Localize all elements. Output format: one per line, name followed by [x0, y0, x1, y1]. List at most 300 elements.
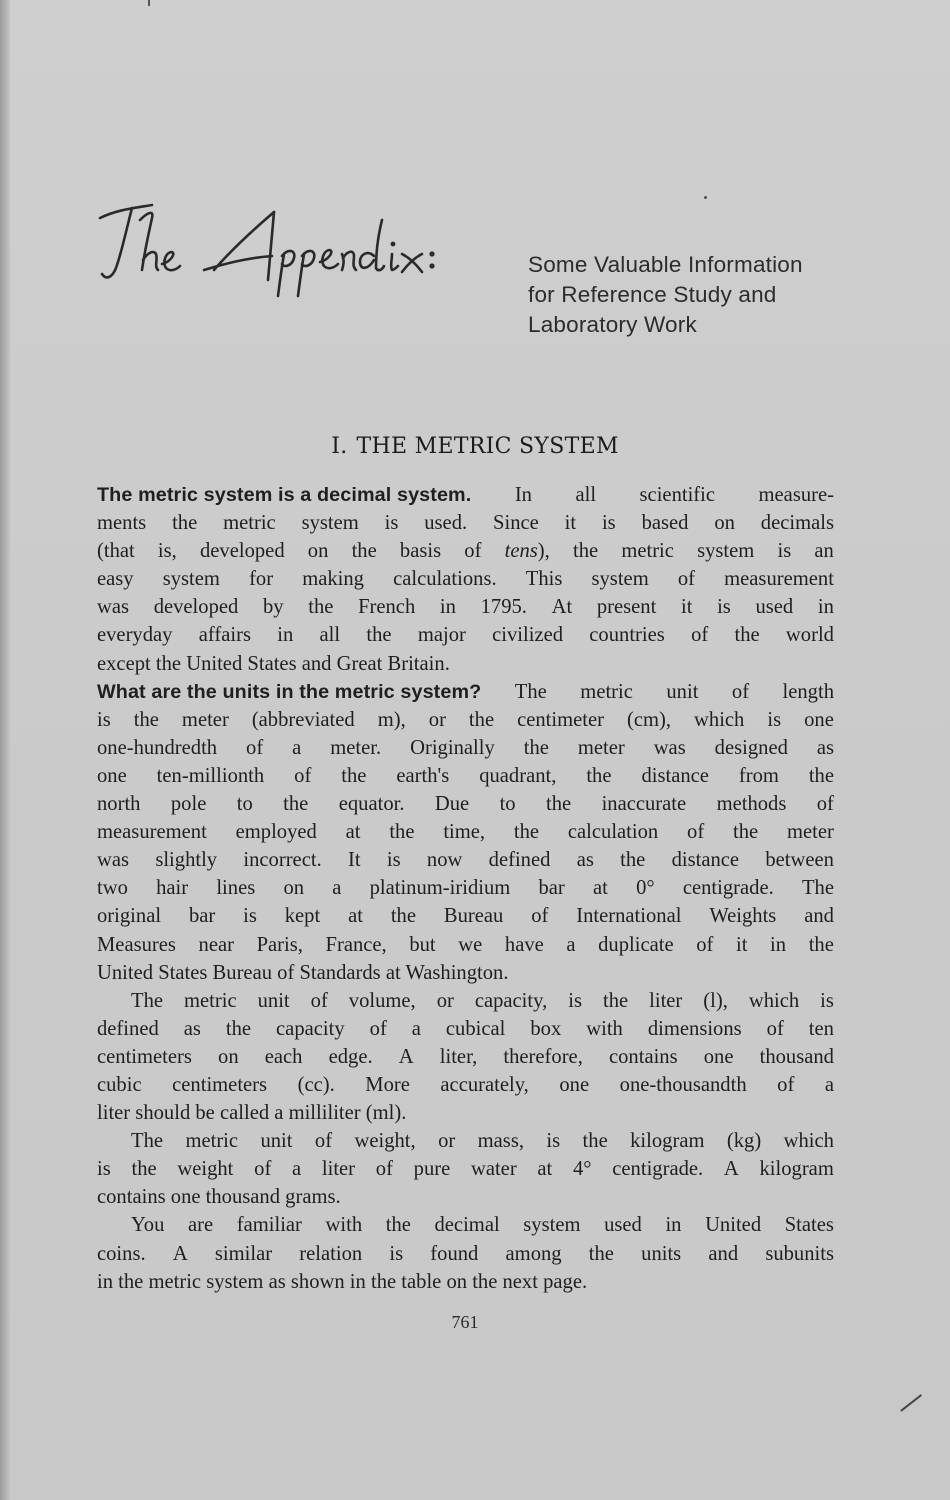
word: as — [183, 1017, 201, 1040]
word: the — [283, 793, 309, 816]
word: 0° — [636, 877, 655, 900]
word: metric — [621, 540, 674, 563]
word: pure — [413, 1158, 451, 1181]
section-heading — [0, 434, 950, 459]
word: to — [236, 793, 253, 816]
word: the — [308, 596, 334, 619]
word: the — [620, 849, 646, 872]
word: on — [283, 877, 305, 900]
word: coins. — [97, 1242, 146, 1265]
word: major — [417, 624, 466, 647]
p4-line-1 — [97, 1127, 834, 1155]
p2-line-6 — [97, 818, 834, 846]
word: designed — [714, 736, 788, 759]
word: developed — [199, 540, 285, 563]
p1-line-7 — [97, 650, 834, 678]
p3-line-4 — [97, 1071, 834, 1099]
p2-line-9 — [97, 902, 834, 930]
word: platinum-iridium — [369, 877, 511, 900]
word: of — [531, 905, 549, 928]
word: Weights — [709, 905, 777, 928]
word: hair — [156, 877, 189, 900]
word: decimal — [434, 1214, 500, 1237]
word: each — [264, 1045, 303, 1068]
word: the — [588, 1242, 614, 1265]
p1-line-5 — [97, 593, 834, 621]
word: in — [770, 933, 787, 956]
pencil-mark — [900, 1394, 921, 1411]
word: the — [366, 624, 392, 647]
word: affairs — [198, 624, 251, 647]
word: of — [766, 1017, 784, 1040]
word: and — [804, 905, 834, 928]
word: is — [384, 512, 399, 535]
word: two — [97, 877, 128, 900]
word: It — [348, 849, 361, 872]
word: unit — [260, 1130, 293, 1153]
paragraph-lead-in: The metric system is a decimal system. — [97, 484, 472, 506]
word: have — [504, 933, 544, 956]
word: Measures — [97, 933, 176, 956]
word: capacity, — [474, 989, 548, 1012]
word: The — [514, 680, 547, 703]
word: France, — [325, 933, 387, 956]
word: are — [188, 1214, 214, 1237]
p2-line-7 — [97, 846, 834, 874]
word: which — [783, 1130, 834, 1153]
word: a — [292, 1158, 302, 1181]
word: In — [514, 484, 532, 506]
p2-line-2 — [97, 706, 834, 734]
word: thousand — [759, 1045, 834, 1068]
word: the — [734, 624, 760, 647]
word: the — [225, 1017, 252, 1040]
p5-line-2 — [97, 1240, 834, 1268]
word: of — [375, 1158, 393, 1181]
word: of — [369, 1017, 387, 1040]
word: meter — [181, 708, 229, 731]
word: centigrade. — [612, 1158, 704, 1181]
word: system — [697, 540, 755, 563]
word: the — [351, 540, 377, 563]
word: the — [389, 821, 415, 844]
word: box — [530, 1017, 562, 1040]
word: the — [602, 989, 629, 1012]
p3-line-3 — [97, 1043, 834, 1071]
word: United — [705, 1214, 762, 1237]
word: is — [386, 849, 401, 872]
word: of — [777, 1073, 795, 1096]
section-title: THE METRIC SYSTEM — [356, 434, 619, 459]
p1-line-6 — [97, 621, 834, 649]
body-text — [97, 481, 834, 1296]
word: at — [348, 905, 363, 928]
p2-line-8 — [97, 874, 834, 902]
word: as — [576, 849, 594, 872]
word: of — [731, 680, 750, 703]
word: (that — [97, 540, 135, 563]
word: easy — [97, 568, 134, 591]
word: north — [97, 793, 141, 816]
word: basis — [399, 540, 442, 563]
word: familiar — [236, 1214, 302, 1237]
word: metric — [223, 512, 276, 535]
p4-line-3-text: contains one thousand grams. — [97, 1186, 341, 1209]
italic-word: tens — [504, 540, 538, 563]
word: Originally — [410, 736, 495, 759]
word: is — [717, 596, 731, 619]
word: capacity — [276, 1017, 345, 1040]
word: At — [551, 596, 573, 619]
word: one-thousandth — [619, 1073, 747, 1096]
word: length — [782, 680, 834, 703]
word: is — [389, 1242, 404, 1265]
word: 1795. — [480, 596, 527, 619]
word: the — [733, 821, 759, 844]
word: in — [439, 596, 456, 619]
word: on — [307, 540, 329, 563]
word: A — [172, 1242, 188, 1265]
word: unit — [666, 680, 699, 703]
word: countries — [589, 624, 665, 647]
subtitle-line-1: Some Valuable Information — [528, 252, 803, 277]
word: as — [816, 736, 834, 759]
word: meter — [786, 821, 834, 844]
word: liter — [321, 1158, 356, 1181]
word: it — [680, 596, 693, 619]
appendix-script-title — [96, 196, 526, 306]
word: meter — [577, 736, 625, 759]
word: International — [576, 905, 682, 928]
word: More — [365, 1073, 410, 1096]
word: we — [458, 933, 483, 956]
word: bar — [188, 905, 216, 928]
word: of — [677, 568, 695, 591]
word: measurement — [97, 821, 207, 844]
p5-line-3 — [97, 1268, 834, 1296]
word: inaccurate — [601, 793, 687, 816]
word: or — [436, 989, 454, 1012]
word: a — [566, 933, 576, 956]
word: all — [575, 484, 597, 506]
word: of — [691, 624, 709, 647]
word: kilogram — [630, 1130, 705, 1153]
word: all — [319, 624, 341, 647]
word: of — [464, 540, 482, 563]
word: developed — [153, 596, 239, 619]
word: civilized — [492, 624, 564, 647]
word: the — [546, 793, 572, 816]
p1-line-4 — [97, 565, 834, 593]
print-speck — [148, 0, 150, 6]
word: French — [358, 596, 416, 619]
print-speck — [704, 196, 707, 199]
word: is — [820, 989, 834, 1012]
word: equator. — [338, 793, 405, 816]
word: the — [172, 512, 198, 535]
word: time, — [443, 821, 486, 844]
word: on — [714, 512, 735, 535]
word: calculation — [567, 821, 659, 844]
word: contains — [608, 1045, 678, 1068]
word: but — [409, 933, 436, 956]
word: or — [438, 1130, 456, 1153]
word: is, — [157, 540, 177, 563]
word: at — [593, 877, 608, 900]
word: A — [398, 1045, 414, 1068]
word: metric — [580, 680, 633, 703]
word: the — [390, 905, 416, 928]
word: meter. — [330, 736, 382, 759]
word: weight — [177, 1158, 234, 1181]
word: relation — [299, 1242, 363, 1265]
word: the — [133, 708, 159, 731]
word: ten — [808, 1017, 834, 1040]
p2-line-11-text: United States Bureau of Standards at Washington. — [97, 961, 509, 984]
word: is — [767, 708, 782, 731]
word: This — [525, 568, 563, 591]
word: the — [131, 1158, 157, 1181]
word: which — [748, 989, 800, 1012]
p3-line-5 — [97, 1099, 834, 1127]
word: original — [97, 905, 162, 928]
p2-line-3 — [97, 734, 834, 762]
word: ments — [97, 512, 147, 535]
word: distance — [671, 849, 740, 872]
p4-line-3 — [97, 1183, 834, 1211]
p1-line-3 — [97, 537, 834, 565]
p4-line-2 — [97, 1155, 834, 1183]
word: among — [505, 1242, 562, 1265]
word: which — [694, 708, 745, 731]
word: calculations. — [393, 568, 497, 591]
word: at — [537, 1158, 553, 1181]
word: 4° — [573, 1158, 592, 1181]
word: system — [301, 512, 359, 535]
word: the — [808, 933, 834, 956]
word: of — [246, 736, 264, 759]
word: edge. — [328, 1045, 373, 1068]
word: units — [641, 1242, 682, 1265]
word: system — [523, 1214, 581, 1237]
word: one — [559, 1073, 590, 1096]
word: the — [523, 736, 549, 759]
word: lines — [216, 877, 256, 900]
word: it — [735, 933, 748, 956]
p3-line-2 — [97, 1015, 834, 1043]
word: found — [430, 1242, 479, 1265]
word: based — [641, 512, 689, 535]
word: from — [738, 764, 779, 787]
word: one-hundredth — [97, 736, 218, 759]
word: dimensions — [647, 1017, 742, 1040]
word: the — [808, 764, 834, 787]
word: liter, — [439, 1045, 478, 1068]
word: kilogram — [759, 1158, 834, 1181]
word: ten-millionth — [156, 764, 265, 787]
p1-line-2 — [97, 509, 834, 537]
word: slightly — [155, 849, 218, 872]
word: metric — [184, 989, 237, 1012]
word: in — [665, 1214, 682, 1237]
word: is — [243, 905, 257, 928]
word: now — [426, 849, 463, 872]
word: earth's — [396, 764, 450, 787]
subtitle-line-2: for Reference Study and — [528, 282, 777, 307]
word: (kg) — [726, 1130, 762, 1153]
word: the — [582, 1130, 608, 1153]
paragraph-lead-in: What are the units in the metric system? — [97, 680, 482, 703]
word: centimeters — [97, 1045, 192, 1068]
word: for — [249, 568, 274, 591]
word: is — [97, 708, 111, 731]
word: of — [314, 1130, 333, 1153]
p5-line-3-text: in the metric system as shown in the table on the next page. — [97, 1270, 588, 1293]
word: methods — [716, 793, 787, 816]
word: on — [218, 1045, 239, 1068]
word: everyday — [97, 624, 173, 647]
word: cubic — [97, 1073, 142, 1096]
italic-word-group — [505, 537, 550, 565]
p2-line-10 — [97, 931, 834, 959]
word: in — [277, 624, 294, 647]
word: subunits — [765, 1242, 834, 1265]
word: cubical — [445, 1017, 506, 1040]
word: was — [97, 849, 130, 872]
word: (l), — [703, 989, 728, 1012]
word: kept — [284, 905, 321, 928]
word: quadrant, — [479, 764, 557, 787]
script-title-lettering — [96, 196, 526, 306]
word: of — [696, 933, 714, 956]
word: defined — [97, 1017, 159, 1040]
word: similar — [214, 1242, 273, 1265]
word: weight, — [354, 1130, 416, 1153]
word: You — [131, 1214, 165, 1237]
word: of — [310, 989, 328, 1012]
word: is — [546, 1130, 561, 1153]
word: The — [131, 989, 164, 1012]
word: between — [765, 849, 834, 872]
word: distance — [641, 764, 709, 787]
word: and — [708, 1242, 739, 1265]
p3-line-5-text: liter should be called a milliliter (ml). — [97, 1102, 407, 1125]
word: employed — [235, 821, 317, 844]
p2-line-1 — [97, 678, 834, 706]
word: world — [785, 624, 834, 647]
word: centigrade. — [682, 877, 774, 900]
word: accurately, — [440, 1073, 529, 1096]
word: with — [325, 1214, 363, 1237]
word: States — [784, 1214, 834, 1237]
word: measure- — [758, 484, 834, 506]
word: in — [817, 596, 834, 619]
word: incorrect. — [243, 849, 322, 872]
word: used — [755, 596, 794, 619]
word: of — [687, 821, 705, 844]
word: mass, — [477, 1130, 524, 1153]
word: liter — [649, 989, 683, 1012]
word: centimeter — [517, 708, 604, 731]
p5-line-1 — [97, 1211, 834, 1239]
word: was — [653, 736, 686, 759]
word: used. — [424, 512, 468, 535]
word: to — [499, 793, 516, 816]
word: a — [332, 877, 342, 900]
page-spine-shadow — [0, 0, 10, 1500]
word: (cc). — [297, 1073, 335, 1096]
word: a — [411, 1017, 421, 1040]
word: scientific — [639, 484, 716, 506]
word: duplicate — [598, 933, 674, 956]
appendix-subtitle — [528, 250, 858, 340]
word: the — [513, 821, 540, 844]
section-number: I. — [331, 434, 348, 459]
word: it — [564, 512, 577, 535]
word: system — [162, 568, 220, 591]
word: system — [591, 568, 649, 591]
word: The — [801, 877, 834, 900]
word: unit — [257, 989, 290, 1012]
word: water — [470, 1158, 517, 1181]
word: of — [254, 1158, 272, 1181]
word: the — [468, 708, 495, 731]
word: near — [198, 933, 234, 956]
word: defined — [488, 849, 551, 872]
word: is — [568, 989, 582, 1012]
subtitle-line-3: Laboratory Work — [528, 312, 697, 337]
word: present — [596, 596, 657, 619]
p2-line-4 — [97, 762, 834, 790]
word: a — [292, 736, 302, 759]
p3-line-1 — [97, 987, 834, 1015]
word: measurement — [724, 568, 834, 591]
word: the — [572, 540, 599, 563]
word: was — [97, 596, 130, 619]
word: ), — [537, 540, 550, 563]
word: decimals — [760, 512, 834, 535]
word: with — [586, 1017, 623, 1040]
word: Paris, — [256, 933, 303, 956]
word: making — [302, 568, 364, 591]
word: m), — [377, 708, 406, 731]
word: the — [341, 764, 367, 787]
word: one — [804, 708, 834, 731]
word: centimeters — [172, 1073, 268, 1096]
word: an — [814, 540, 834, 563]
word: A — [723, 1158, 739, 1181]
word: or — [428, 708, 446, 731]
word: Bureau — [443, 905, 504, 928]
p2-line-5 — [97, 790, 834, 818]
word: the — [385, 1214, 411, 1237]
word: one — [703, 1045, 734, 1068]
word: (abbreviated — [251, 708, 355, 731]
word: at — [345, 821, 361, 844]
word: volume, — [348, 989, 416, 1012]
word: is — [97, 1158, 111, 1181]
word: used — [604, 1214, 642, 1237]
word: the — [586, 764, 612, 787]
p2-line-11 — [97, 959, 834, 987]
word: Due — [434, 793, 470, 816]
page-number: 761 — [451, 1312, 479, 1332]
word: a — [824, 1073, 834, 1096]
p1-line-1 — [97, 481, 834, 509]
word: one — [97, 764, 127, 787]
word: is — [777, 540, 792, 563]
p1-line-7-text: except the United States and Great Britain. — [97, 652, 450, 675]
